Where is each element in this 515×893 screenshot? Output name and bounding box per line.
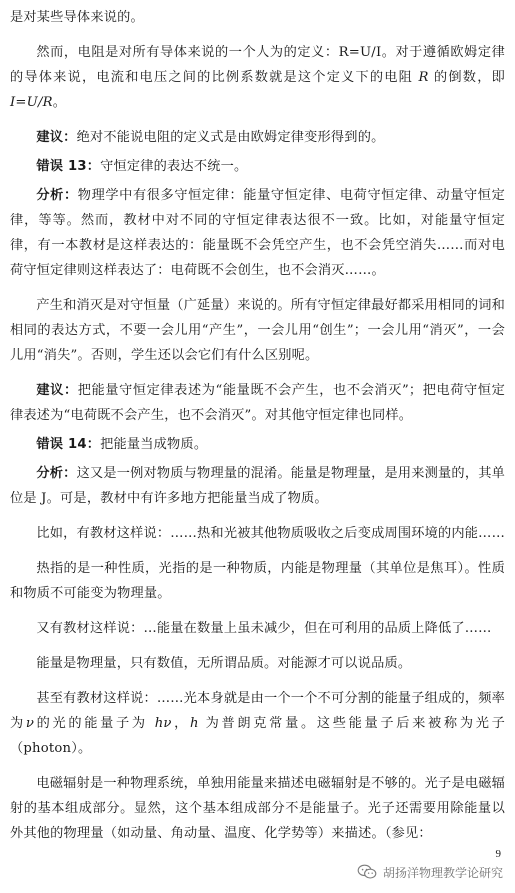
keyword-suggestion: 建议： — [36, 130, 77, 145]
paragraph-energy-quality: 能量是物理量，只有数值，无所谓品质。对能源才可以说品质。 — [36, 656, 412, 671]
text-run: 。 — [52, 95, 67, 110]
text-run: 守恒定律的表达不统一。 — [100, 159, 248, 174]
wechat-icon — [357, 864, 377, 880]
paragraph-error-13 — [10, 154, 505, 179]
paragraph-example-3 — [10, 686, 505, 761]
text-run: 的光的能量子为 — [34, 716, 155, 731]
text-run: 绝对不能说电阻的定义式是由欧姆定律变形得到的。 — [76, 130, 385, 145]
text-run: 把能量守恒定律表述为“能量既不会产生，也不会消灭”；把电荷守恒定律表述为“电荷既不会产生，也不会消灭”。对其他守恒定律也同样。 — [10, 383, 505, 423]
variable-nu: ν — [25, 716, 35, 731]
watermark — [357, 862, 503, 882]
formula-ohm: I=U/R — [10, 95, 53, 110]
paragraph-continuation: 是对某些导体来说的。 — [10, 10, 144, 25]
text-run: 甚至有教材这样说：……光本身就是由一个一个不可分割的能量子组成的，频率为 — [10, 691, 505, 731]
text-run: 然而，电阻是对所有导体来说的一个人为的定义：R=U/I。对于遵循欧姆定律的导体来说，电流和电压之间的比例系数就是这个定义下的电阻 — [10, 45, 505, 85]
paragraph-analysis-1 — [10, 183, 505, 283]
text-run: 为普朗克常量。这些能量子后来被称为光子（photon）。 — [10, 716, 505, 756]
paragraph-heat-light: 热指的是一种性质，光指的是一种物质，内能是物理量（其单位是焦耳）。性质和物质不可能变为物理量。 — [10, 561, 505, 601]
text-run: 把能量当成物质。 — [100, 437, 208, 452]
formula-h-nu: hν — [154, 716, 172, 731]
paragraph-conservation-wording: 产生和消灭是对守恒量（广延量）来说的。所有守恒定律最好都采用相同的词和相同的表达方式，不要一会儿用“产生”，一会儿用“创生”；一会儿用“消灭”，一会儿用“消失”。否则，学生还以会它们有什么区别呢。 — [10, 298, 505, 363]
text-run: 的倒数，即 — [428, 70, 505, 85]
keyword-analysis: 分析： — [36, 188, 78, 203]
text-run: 这又是一例对物质与物理量的混淆。能量是物理量，是用来测量的，其单位是 J。可是，教材中有许多地方把能量当成了物质。 — [10, 466, 505, 506]
variable-r: R — [418, 70, 429, 85]
page-number: 9 — [495, 848, 501, 860]
keyword-suggestion: 建议： — [36, 383, 78, 398]
keyword-error: 错误 13： — [36, 159, 101, 174]
paragraph-example-2: 又有教材这样说：…能量在数量上虽未减少，但在可利用的品质上降低了…… — [36, 621, 492, 636]
paragraph-analysis-2 — [10, 461, 505, 511]
paragraph-resistance-definition — [10, 40, 505, 115]
paragraph-suggestion-1 — [10, 125, 505, 150]
watermark-text: 胡扬洋物理教学论研究 — [382, 865, 503, 880]
text-run: 物理学中有很多守恒定律：能量守恒定律、电荷守恒定律、动量守恒定律，等等。然而，教材中对不同的守恒定律表达很不一致。比如，对能量守恒定律，有一本教材是这样表达的：能量既不会凭空产生，也不会凭空消失……而对电荷守恒定律则这样表达了：电荷既不会创生，也不会消灭……。 — [10, 188, 505, 278]
paragraph-electromagnetic-radiation: 电磁辐射是一种物理系统，单独用能量来描述电磁辐射是不够的。光子是电磁辐射的基本组成部分。显然，这个基本组成部分不是能量子。光子还需要用除能量以外其他的物理量（如动量、角动量、温度、化学势等）来描述。（参见： — [10, 776, 505, 841]
paragraph-suggestion-2 — [10, 378, 505, 428]
keyword-analysis: 分析： — [36, 466, 77, 481]
paragraph-example-1: 比如，有教材这样说：……热和光被其他物质吸收之后变成周围环境的内能…… — [36, 526, 505, 541]
paragraph-error-14 — [10, 432, 505, 457]
text-run: ， — [171, 716, 191, 731]
variable-h: h — [190, 716, 199, 731]
keyword-error: 错误 14： — [36, 437, 101, 452]
